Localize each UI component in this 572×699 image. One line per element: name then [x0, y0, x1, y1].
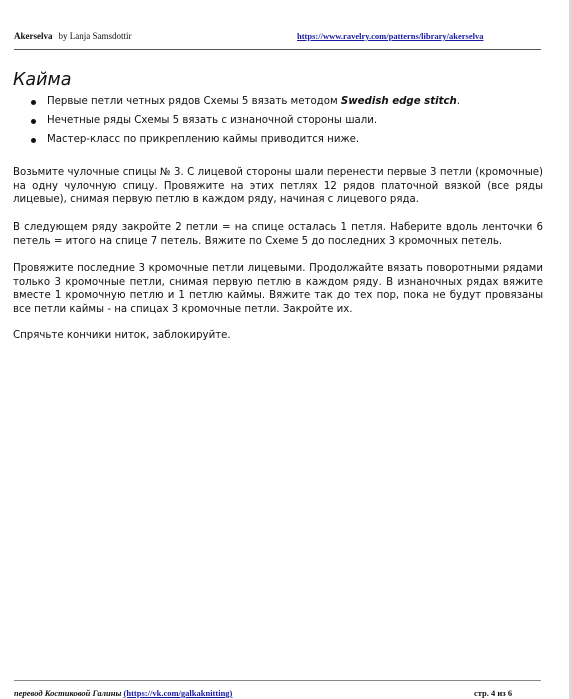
translator-link[interactable]: (https://vk.com/galkaknitting) [123, 688, 233, 698]
paragraph: Возьмите чулочные спицы № 3. С лицевой стороны шали перенести первые 3 петли (кромочные) на одну чулочную спицу. Провяжите на этих петлях 12 рядов платочной вязкой (все ряды лицевые), снимая первую петлю в каждом ряду, начиная с лицевого ряда. [13, 167, 543, 206]
paragraph: Провяжите последние 3 кромочные петли лицевыми. Продолжайте вязать поворотными рядами только 3 кромочные петли, снимая первую петлю в каждом ряду. В изнаночных рядах вяжите вместе 1 кромочную петлю и 1 петлю каймы. Вяжите так до тех пор, пока не будут провязаны все петли каймы - на спицах 3 кромочные петли. Закройте их. [13, 263, 543, 315]
pattern-url-link[interactable]: https://www.ravelry.com/patterns/library/akerselva [297, 31, 484, 41]
bullet-text: Мастер-класс по прикреплению каймы приводится ниже. [47, 134, 360, 145]
bullet-list [30, 95, 545, 152]
page-header [14, 31, 542, 45]
bullet-text: Нечетные ряды Схемы 5 вязать с изнаночной стороны шали. [47, 115, 378, 126]
pattern-title: Akerselva [14, 31, 53, 41]
bullet-item [30, 133, 545, 152]
footer-credit [14, 688, 232, 698]
translator-credit: перевод Костиковой Галины [14, 688, 122, 698]
bullet-emphasis: Swedish edge stitch [340, 96, 457, 107]
paragraph: Спрячьте кончики ниток, заблокируйте. [13, 330, 231, 341]
bullet-text: Первые петли четных рядов Схемы 5 вязать методом [47, 96, 341, 107]
page-number: стр. 4 из 6 [474, 688, 513, 698]
bullet-item [30, 95, 545, 114]
header-divider [14, 49, 541, 50]
pattern-author: by Lanja Samsdottir [58, 31, 132, 41]
paragraph: В следующем ряду закройте 2 петли = на спице осталась 1 петля. Наберите вдоль ленточки 6 петель = итого на спице 7 петель. Вяжите по Схеме 5 до последних 3 кромочных петель. [13, 222, 543, 247]
header-title-block [14, 31, 132, 41]
footer-divider [14, 680, 541, 681]
bullet-suffix: . [456, 96, 460, 107]
bullet-item [30, 114, 545, 133]
section-heading: Кайма [13, 70, 72, 90]
